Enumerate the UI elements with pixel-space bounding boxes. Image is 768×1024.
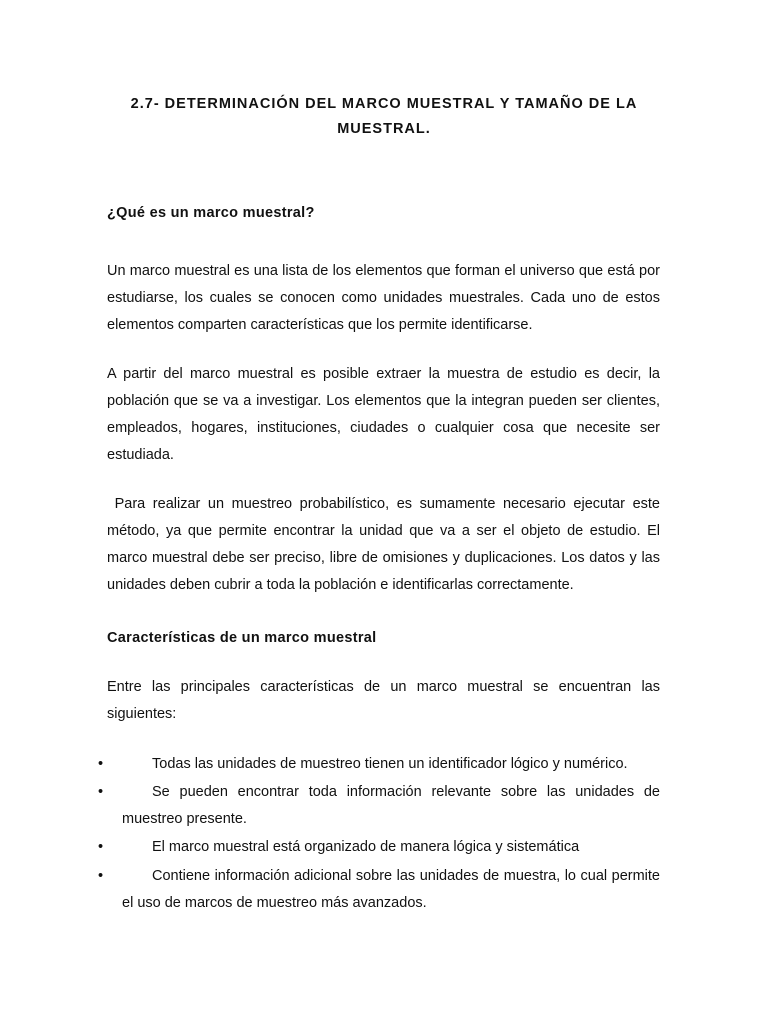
paragraph-definition: Un marco muestral es una lista de los elementos que forman el universo que está por estudiarse, los cuales se conocen como unidades muestrales. Cada uno de estos elementos comparten características que los permite identificarse. [107,263,660,333]
paragraph-probabilistic-sampling: Para realizar un muestreo probabilístico, es sumamente necesario ejecutar este método, ya que permite encontrar la unidad que va a ser el objeto de estudio. El marco muestral debe ser preciso, libre de omisiones y duplicaciones. Los datos y las unidades deben cubrir a toda la población e identificarlas correctamente. [107,496,665,593]
section-heading-marco-muestral: ¿Qué es un marco muestral? [107,205,315,221]
list-item-text: Todas las unidades de muestreo tienen un identificador lógico y numérico. [152,756,628,772]
list-item-text: Contiene información adicional sobre las unidades de muestra, lo cual permite el uso de marcos de muestreo más avanzados. [122,868,660,911]
document-title: 2.7- DETERMINACIÓN DEL MARCO MUESTRAL Y TAMAÑO DE LA MUESTRAL. [130,96,638,137]
list-item-text: Se pueden encontrar toda información relevante sobre las unidades de muestreo presente. [122,784,660,827]
bullet-icon: • [98,784,104,800]
bullet-icon: • [98,839,104,855]
bullet-icon: • [98,756,104,772]
paragraph-characteristics-intro: Entre las principales características de un marco muestral se encuentran las siguientes: [107,679,660,722]
bullet-icon: • [98,868,104,884]
section-heading-caracteristicas: Características de un marco muestral [107,630,377,646]
list-item-text: El marco muestral está organizado de manera lógica y sistemática [152,839,580,855]
paragraph-extraction: A partir del marco muestral es posible extraer la muestra de estudio es decir, la población que se va a investigar. Los elementos que la integran pueden ser clientes, empleados, hogares, instituciones, ciudades o cualquier cosa que necesite ser estudiada. [107,366,660,463]
